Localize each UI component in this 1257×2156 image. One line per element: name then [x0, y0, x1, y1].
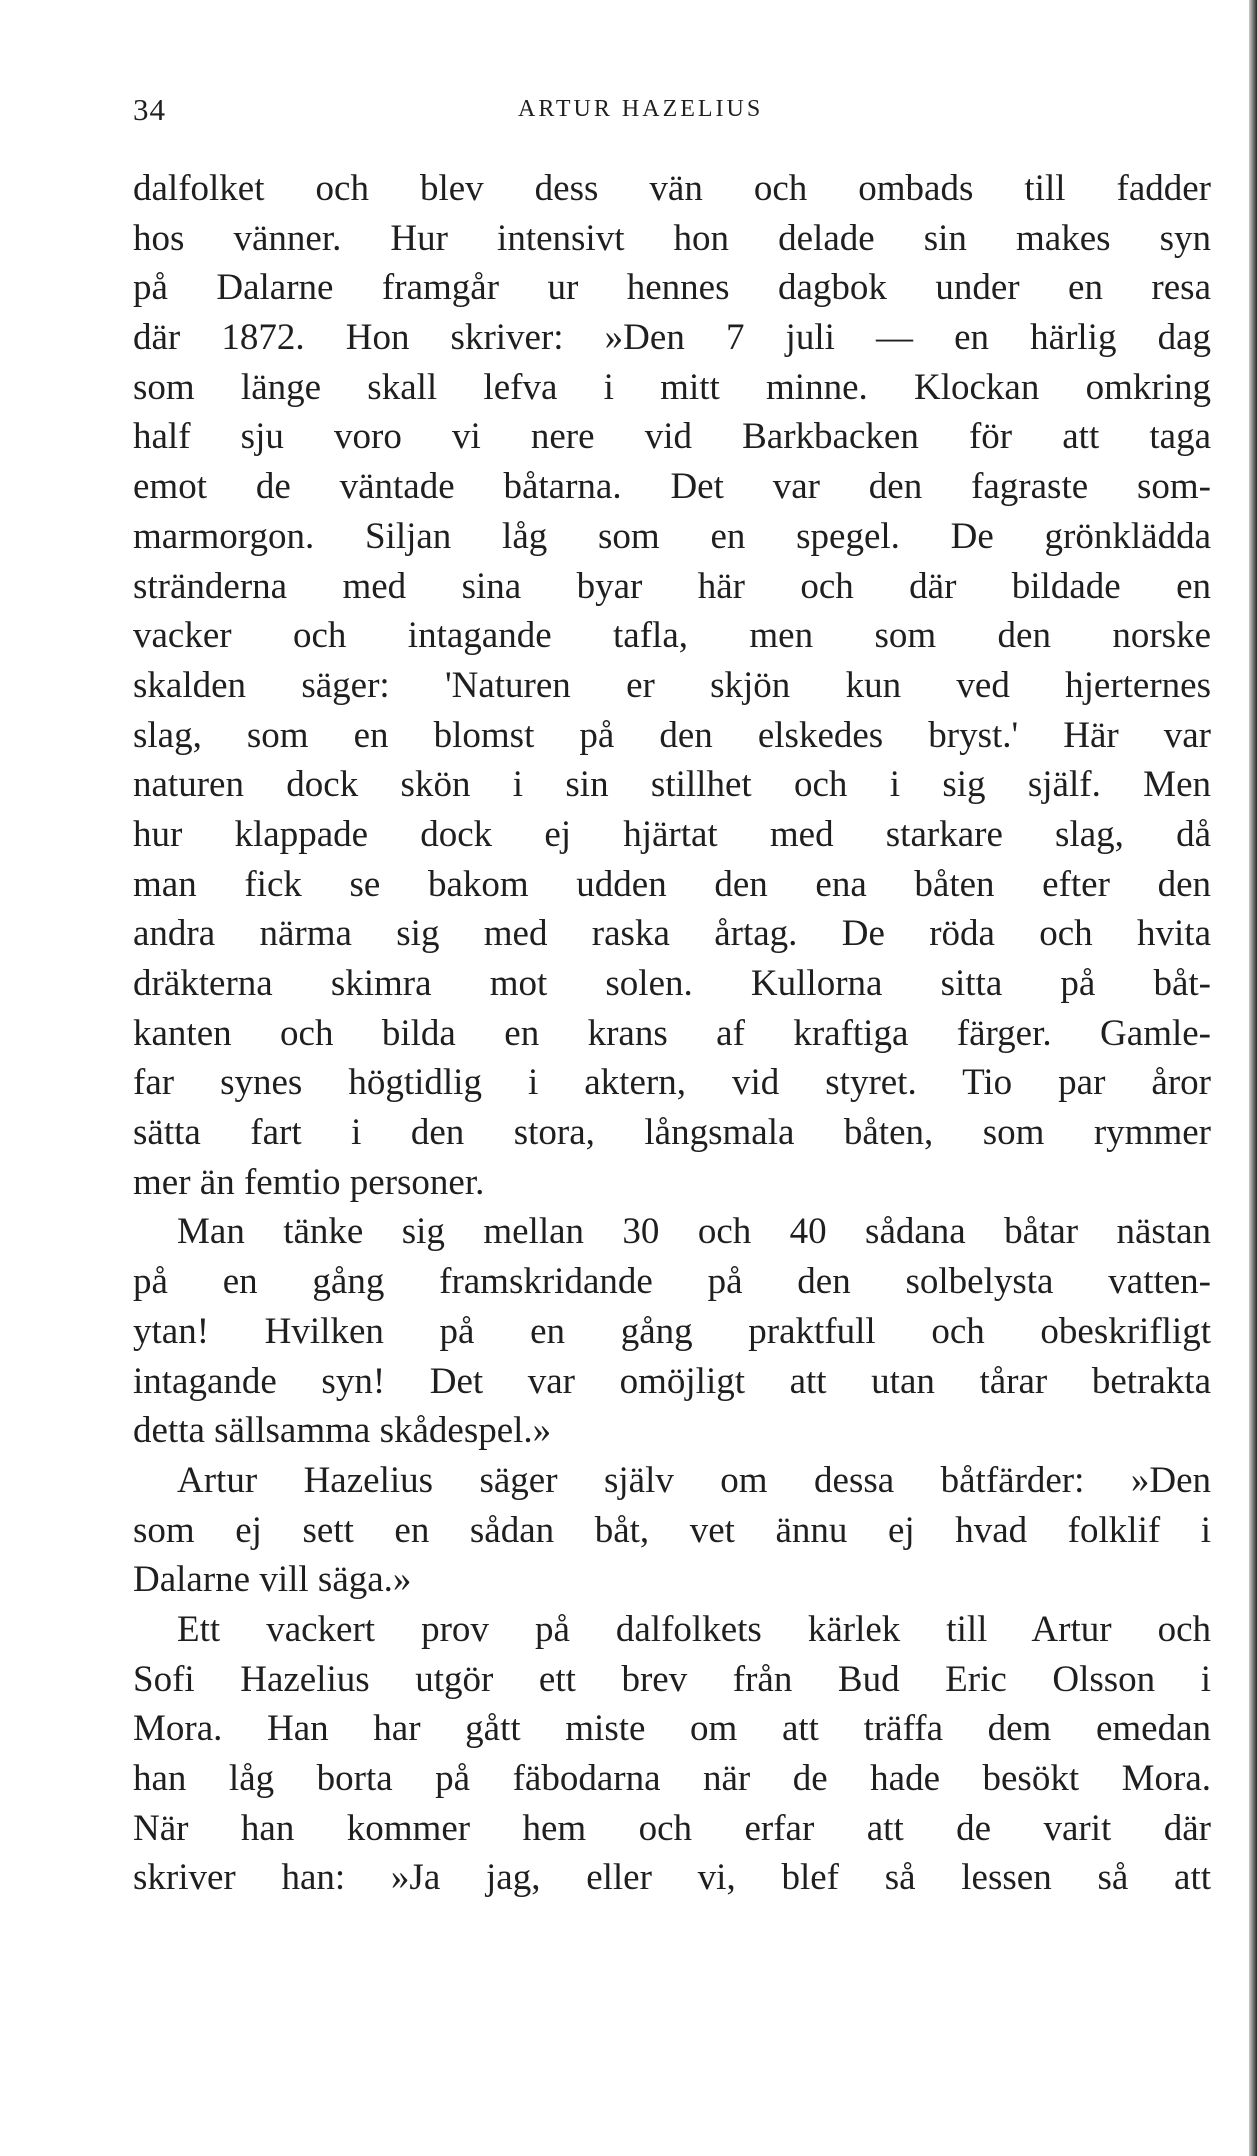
text-line: far synes högtidlig i aktern, vid styret. Tio par åror	[133, 1062, 1211, 1104]
text-line: detta sällsamma skådespel.»	[133, 1410, 552, 1452]
text-line: mer än femtio personer.	[133, 1161, 485, 1203]
text-line: kanten och bilda en krans af kraftiga färger. Gamle-	[133, 1012, 1211, 1054]
page-header	[133, 92, 1211, 132]
body-text	[133, 164, 1211, 1903]
text-line: andra närma sig med raska årtag. De röda och hvita	[133, 913, 1211, 955]
text-line: skriver han: »Ja jag, eller vi, blef så lessen så att	[133, 1857, 1211, 1899]
text-line: ytan! Hvilken på en gång praktfull och obeskrifligt	[133, 1310, 1211, 1352]
text-line: Dalarne vill säga.»	[133, 1559, 412, 1601]
text-line: som länge skall lefva i mitt minne. Klockan omkring	[133, 366, 1211, 408]
text-line: Man tänke sig mellan 30 och 40 sådana båtar nästan	[177, 1211, 1211, 1253]
text-line: vacker och intagande tafla, men som den norske	[133, 615, 1211, 657]
text-line: man fick se bakom udden den ena båten efter den	[133, 863, 1211, 905]
text-line: half sju voro vi nere vid Barkbacken för att taga	[133, 416, 1211, 458]
page-edge-shadow	[1249, 0, 1257, 2156]
text-line: på en gång framskridande på den solbelysta vatten-	[133, 1261, 1211, 1303]
text-line: Mora. Han har gått miste om att träffa dem emedan	[133, 1708, 1211, 1750]
text-line: marmorgon. Siljan låg som en spegel. De grönklädda	[133, 515, 1211, 557]
text-line: på Dalarne framgår ur hennes dagbok under en resa	[133, 267, 1211, 309]
text-line: stränderna med sina byar här och där bildade en	[133, 565, 1211, 607]
text-line: hur klappade dock ej hjärtat med starkare slag, då	[133, 813, 1211, 855]
text-line: naturen dock skön i sin stillhet och i sig själf. Men	[133, 764, 1211, 806]
text-line: dräkterna skimra mot solen. Kullorna sitta på båt-	[133, 963, 1211, 1004]
text-line: intagande syn! Det var omöjligt att utan tårar betrakta	[133, 1360, 1211, 1402]
text-line: sätta fart i den stora, långsmala båten, som rymmer	[133, 1112, 1211, 1154]
page-number: 34	[133, 92, 166, 127]
text-line: dalfolket och blev dess vän och ombads till fadder	[133, 168, 1211, 209]
text-line: hos vänner. Hur intensivt hon delade sin makes syn	[133, 217, 1211, 259]
text-line: han låg borta på fäbodarna när de hade besökt Mora.	[133, 1758, 1211, 1799]
text-line: slag, som en blomst på den elskedes bryst.' Här var	[133, 714, 1211, 756]
text-line: När han kommer hem och erfar att de varit där	[133, 1807, 1211, 1849]
text-line: emot de väntade båtarna. Det var den fagraste som-	[133, 466, 1211, 508]
running-title: ARTUR HAZELIUS	[518, 96, 764, 122]
text-line: Sofi Hazelius utgör ett brev från Bud Eric Olsson i	[133, 1658, 1211, 1700]
text-line: Artur Hazelius säger själv om dessa båtfärder: »Den	[177, 1459, 1211, 1501]
text-line: som ej sett en sådan båt, vet ännu ej hvad folklif i	[133, 1509, 1211, 1551]
text-line: där 1872. Hon skriver: »Den 7 juli — en härlig dag	[133, 317, 1211, 359]
text-line: skalden säger: 'Naturen er skjön kun ved hjerternes	[133, 664, 1211, 706]
text-line: Ett vackert prov på dalfolkets kärlek till Artur och	[177, 1608, 1211, 1650]
